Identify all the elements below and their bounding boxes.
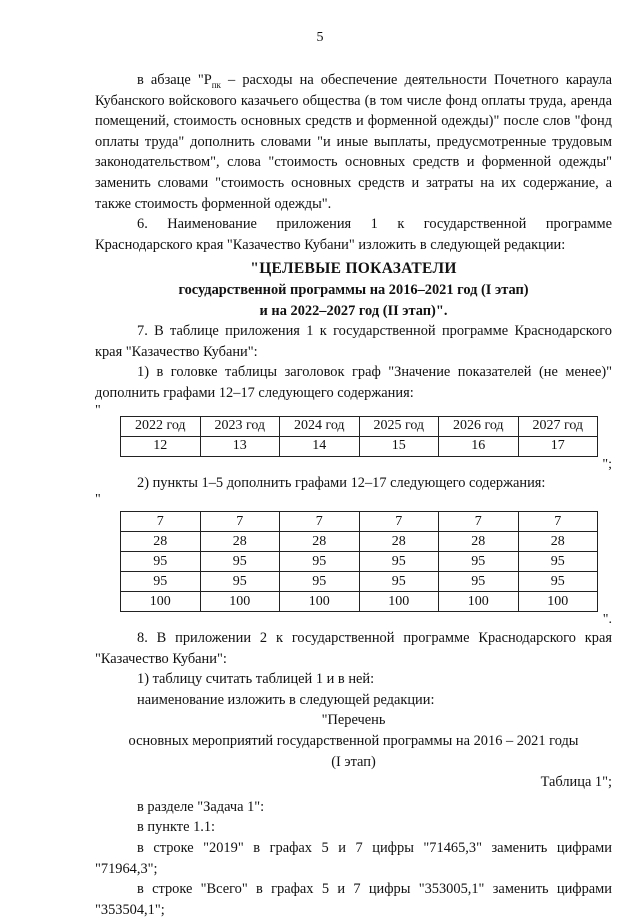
table-cell: 95 xyxy=(518,552,598,572)
item-7-1: 1) в головке таблицы заголовок граф "Значение показателей (не менее)" дополнить графами 12–17 следующего содержания: xyxy=(95,364,612,401)
table-cell: 100 xyxy=(359,592,439,612)
document-body xyxy=(95,70,612,920)
item-7: 7. В таблице приложения 1 к государственной программе Краснодарского края "Казачество Кубани": xyxy=(95,323,612,360)
table-cell: 95 xyxy=(439,552,519,572)
paragraph-rpk-line1: – расходы на обеспечение деятельности Почетного караула xyxy=(220,72,612,88)
row-2019-change: в строке "2019" в графах 5 и 7 цифры "71465,3" заменить цифрами "71964,3"; xyxy=(95,840,612,877)
table-cell: 7 xyxy=(121,512,201,532)
table-row xyxy=(121,592,598,612)
table-row xyxy=(121,572,598,592)
table-cell: 100 xyxy=(121,592,201,612)
table-cell: 2025 год xyxy=(359,416,439,436)
table-cell: 95 xyxy=(121,552,201,572)
table-cell: 28 xyxy=(518,532,598,552)
table-cell: 95 xyxy=(280,552,360,572)
table-cell: 7 xyxy=(439,512,519,532)
table-cell: 100 xyxy=(200,592,280,612)
paragraph-rpk-subscript: пк xyxy=(211,79,221,90)
table-cell: 28 xyxy=(200,532,280,552)
quote-close-1: "; xyxy=(602,456,612,472)
table-1-label: Таблица 1"; xyxy=(540,774,612,791)
table-cell: 2024 год xyxy=(280,416,360,436)
heading-line-2: государственной программы на 2016–2021 год (I этап) xyxy=(178,281,529,298)
quote-open-1: " xyxy=(95,402,101,418)
table-values xyxy=(120,511,598,612)
table-cell: 28 xyxy=(121,532,201,552)
section-task-1: в разделе "Задача 1": xyxy=(137,798,265,815)
table-cell: 16 xyxy=(439,436,519,456)
table-cell: 7 xyxy=(518,512,598,532)
row-total-change: в строке "Всего" в графах 5 и 7 цифры "353005,1" заменить цифрами "353504,1"; xyxy=(95,881,612,918)
quote-close-2: ". xyxy=(602,612,612,628)
table-cell: 7 xyxy=(200,512,280,532)
table-cell: 17 xyxy=(518,436,598,456)
table-cell: 95 xyxy=(200,552,280,572)
item-8-1: 1) таблицу считать таблицей 1 и в ней: xyxy=(137,671,375,688)
page-number: 5 xyxy=(316,30,324,45)
item-6: 6. Наименование приложения 1 к государственной программе Краснодарского края "Казачество Кубани" изложить в следующей редакции: xyxy=(95,216,612,253)
table-cell: 100 xyxy=(518,592,598,612)
table-cell: 28 xyxy=(439,532,519,552)
table-cell: 14 xyxy=(280,436,360,456)
table-cell: 7 xyxy=(280,512,360,532)
table-cell: 95 xyxy=(439,572,519,592)
point-1-1: в пункте 1.1: xyxy=(137,819,216,836)
table-cell: 100 xyxy=(439,592,519,612)
paragraph-rpk-rest: Кубанского войскового казачьего общества (в том числе фонд оплаты труда, аренда помещений, стоимость основных средств и форменной одежды)" после слов "фонд оплаты труда" дополнить словами "и иные выплаты, предусмотренные трудовым законодательством", слова "стоимость основных средств и форменной одежды" заменить словами "стоимость основных средств и затраты на их содержание, а также стоимость форменной одежды". xyxy=(95,92,612,212)
table-cell: 12 xyxy=(121,436,201,456)
quote-open-2: " xyxy=(95,492,101,508)
item-7-2: 2) пункты 1–5 дополнить графами 12–17 следующего содержания: xyxy=(137,474,546,491)
list-title-line-1: "Перечень xyxy=(321,712,386,729)
paragraph-rpk-start: в абзаце "Р xyxy=(137,72,212,88)
table-cell: 95 xyxy=(121,572,201,592)
table-cell: 95 xyxy=(280,572,360,592)
list-title-line-3: (I этап) xyxy=(331,753,376,770)
table-cell: 100 xyxy=(280,592,360,612)
table-cell: 28 xyxy=(359,532,439,552)
table-cell: 2027 год xyxy=(518,416,598,436)
table-years-number-row xyxy=(121,436,598,456)
heading-line-1: "ЦЕЛЕВЫЕ ПОКАЗАТЕЛИ xyxy=(250,260,457,278)
table-cell: 2023 год xyxy=(200,416,280,436)
table-cell: 2026 год xyxy=(439,416,519,436)
item-8: 8. В приложении 2 к государственной программе Краснодарского края "Казачество Кубани": xyxy=(95,630,612,667)
paragraph-rpk xyxy=(95,70,612,214)
list-title-line-2: основных мероприятий государственной программы на 2016 – 2021 годы xyxy=(128,733,579,750)
table-years xyxy=(120,416,598,457)
table-cell: 95 xyxy=(200,572,280,592)
table-years-header-row xyxy=(121,416,598,436)
table-row xyxy=(121,552,598,572)
table-row xyxy=(121,532,598,552)
table-cell: 13 xyxy=(200,436,280,456)
heading-line-3: и на 2022–2027 год (II этап)". xyxy=(259,302,448,319)
table-cell: 2022 год xyxy=(121,416,201,436)
item-8-naming: наименование изложить в следующей редакции: xyxy=(137,691,435,708)
table-cell: 95 xyxy=(359,572,439,592)
table-cell: 7 xyxy=(359,512,439,532)
table-cell: 28 xyxy=(280,532,360,552)
table-cell: 95 xyxy=(359,552,439,572)
table-cell: 15 xyxy=(359,436,439,456)
table-row xyxy=(121,512,598,532)
table-cell: 95 xyxy=(518,572,598,592)
